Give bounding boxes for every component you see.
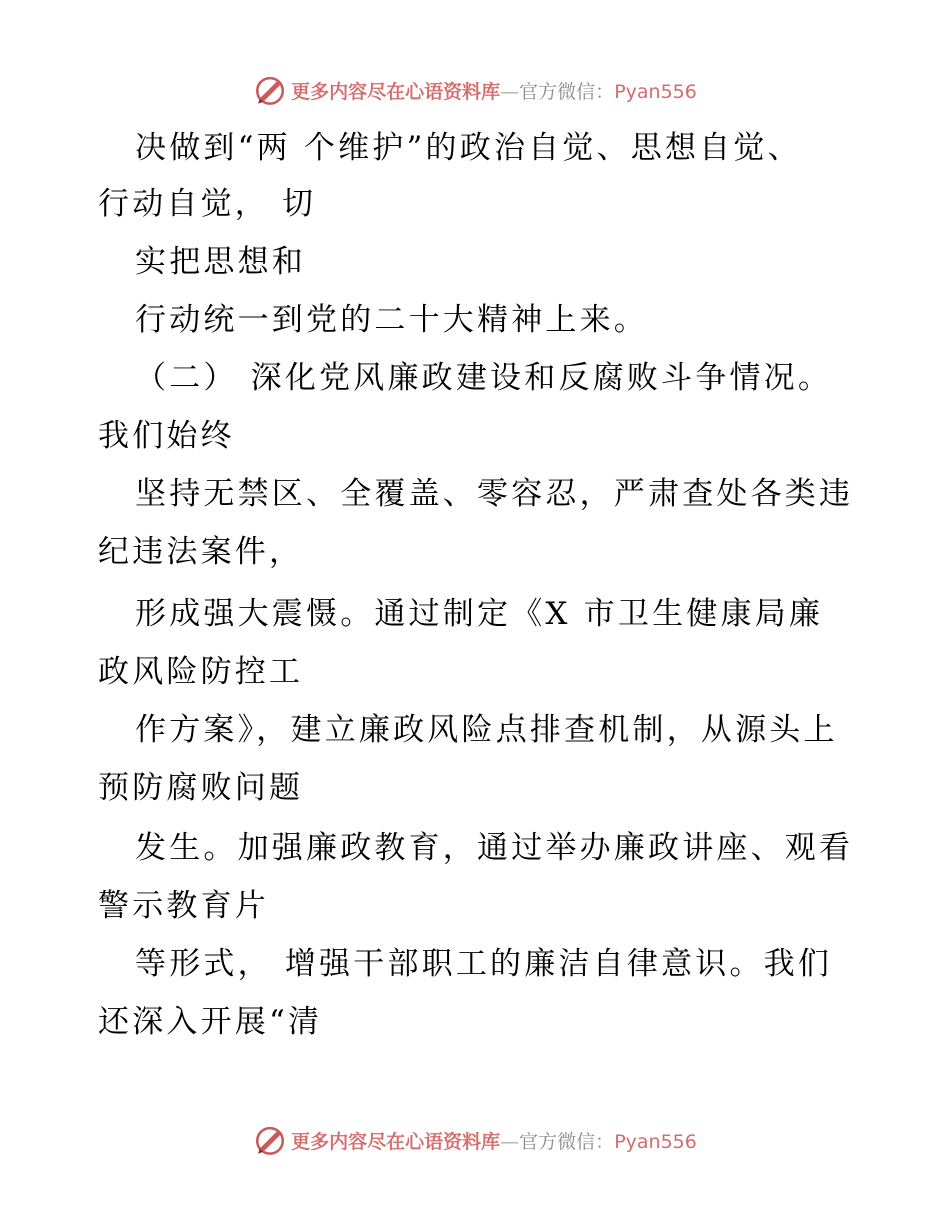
text-line: 坚持无禁区、全覆盖、零容忍，严肃查处各类违 [135, 476, 854, 512]
watermark-dash: — [500, 1130, 520, 1153]
text-line: 决做到“两 个维护”的政治自觉、思想自觉、 [135, 130, 802, 166]
watermark-wechat-id: Pyan556 [614, 1130, 697, 1153]
text-line: 行动统一到党的二十大精神上来。 [135, 302, 648, 338]
watermark-label: 官方微信： [519, 80, 615, 103]
text-line: 形成强大震慑。通过制定《X 市卫生健康局廉 [135, 596, 824, 632]
header-watermark [0, 70, 950, 110]
footer-watermark [0, 1120, 950, 1160]
text-line: 纪违法案件， [98, 534, 304, 570]
watermark-main-text: 更多内容尽在心语资料库 [291, 80, 501, 103]
text-line: 还深入开展“清 [98, 1004, 323, 1040]
watermark-label: 官方微信： [519, 1130, 615, 1153]
watermark-wechat-id: Pyan556 [614, 80, 697, 103]
pen-logo-icon [253, 1123, 287, 1157]
watermark-dash: — [500, 80, 520, 103]
text-line: 我们始终 [98, 418, 235, 454]
text-line: 发生。加强廉政教育，通过举办廉政讲座、观看 [135, 830, 854, 866]
section-heading: （二） 深化党风廉政建设和反腐败斗争情况。 [135, 360, 833, 396]
text-line: 政风险防控工 [98, 654, 304, 690]
text-line: 等形式， 增强干部职工的廉洁自律意识。我们 [135, 946, 833, 982]
watermark-main-text: 更多内容尽在心语资料库 [291, 1130, 501, 1153]
text-line: 警示教育片 [98, 888, 269, 924]
text-line: 预防腐败问题 [98, 770, 304, 806]
text-line: 作方案》，建立廉政风险点排查机制，从源头上 [135, 712, 838, 748]
pen-logo-icon [253, 73, 287, 107]
text-line: 实把思想和 [135, 244, 306, 280]
text-line: 行动自觉， 切 [98, 186, 317, 222]
